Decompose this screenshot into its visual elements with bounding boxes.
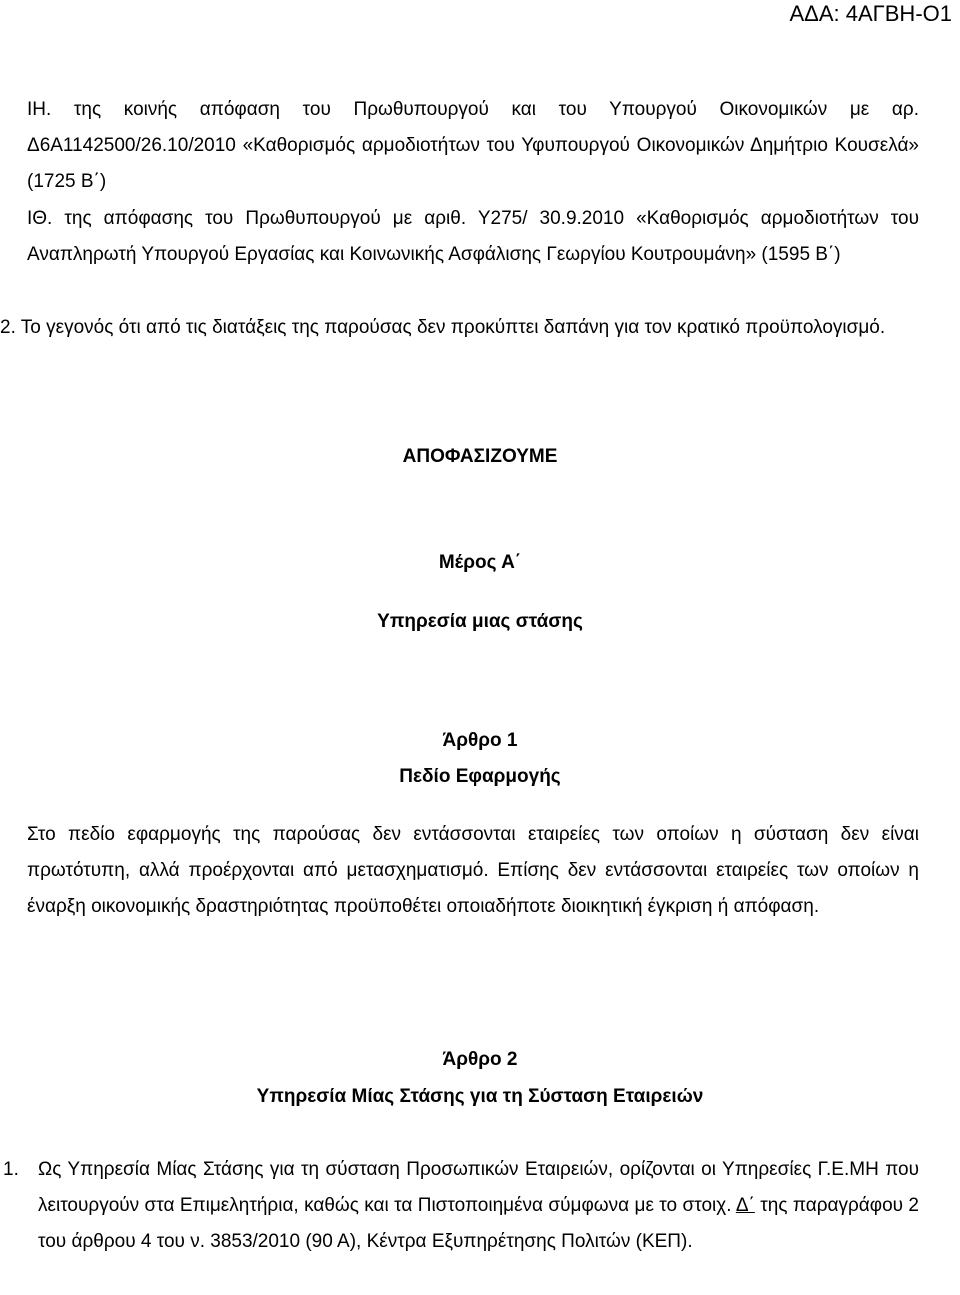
- paragraph-ih: ΙΗ. της κοινής απόφαση του Πρωθυπουργού και του Υπουργού Οικονομικών με αρ. Δ6Α1142500/26.10/2010 «Καθορισμός αρμοδιοτήτων του Υφυπουργού Οικονομικών Δημήτριο Κουσελά» (1725 Β΄): [27, 99, 919, 192]
- article-2-title: Υπηρεσία Μίας Στάσης για τη Σύσταση Εταιρειών: [256, 1086, 704, 1107]
- article-2-item-1-text-b: της παραγράφου 2 του άρθρου 4 του ν. 3853/2010 (90 Α), Κέντρα Εξυπηρέτησης Πολιτών (ΚΕΠ).: [38, 1195, 920, 1252]
- article-1-body: Στο πεδίο εφαρμογής της παρούσας δεν εντάσσονται εταιρείες των οποίων η σύσταση δεν είναι πρωτότυπη, αλλά προέρχονται από μετασχηματισμό. Επίσης δεν εντάσσονται εταιρείες των οποίων η έναρξη οικονομικής δραστηριότητας προϋποθέτει οποιαδήποτε διοικητική έγκριση ή απόφαση.: [27, 824, 919, 917]
- decision-heading: ΑΠΟΦΑΣΙΖΟΥΜΕ: [402, 446, 558, 467]
- article-2-item-1-underlined: Δ΄: [735, 1195, 755, 1216]
- article-1-title: Πεδίο Εφαρμογής: [399, 766, 561, 787]
- paragraph-point-2: 2. Το γεγονός ότι από τις διατάξεις της παρούσας δεν προκύπτει δαπάνη για τον κρατικό προϋπολογισμό.: [0, 317, 886, 338]
- part-title: Μέρος Α΄: [438, 552, 522, 573]
- part-subtitle: Υπηρεσία μιας στάσης: [377, 611, 583, 632]
- article-2-number: Άρθρο 2: [442, 1049, 518, 1070]
- article-2-item-1-text-a: Ως Υπηρεσία Μίας Στάσης για τη σύσταση Προσωπικών Εταιρειών, ορίζονται οι Υπηρεσίες Γ.Ε.ΜΗ που λειτουργούν στα Επιμελητήρια, καθώς και τα Πιστοποιημένα σύμφωνα με το στοιχ.: [38, 1159, 919, 1216]
- article-1-number: Άρθρο 1: [442, 730, 518, 751]
- article-2-item-1-number: 1.: [3, 1159, 19, 1180]
- paragraph-ith: ΙΘ. της απόφασης του Πρωθυπουργού με αριθ. Υ275/ 30.9.2010 «Καθορισμός αρμοδιοτήτων του Αναπληρωτή Υπουργού Εργασίας και Κοινωνικής Ασφάλισης Γεωργίου Κουτρουμάνη» (1595 Β΄): [27, 208, 919, 265]
- article-2-item-1-text: [38, 1152, 919, 1260]
- document-ada-code: ΑΔΑ: 4ΑΓΒΗ-Ο1: [789, 1, 952, 26]
